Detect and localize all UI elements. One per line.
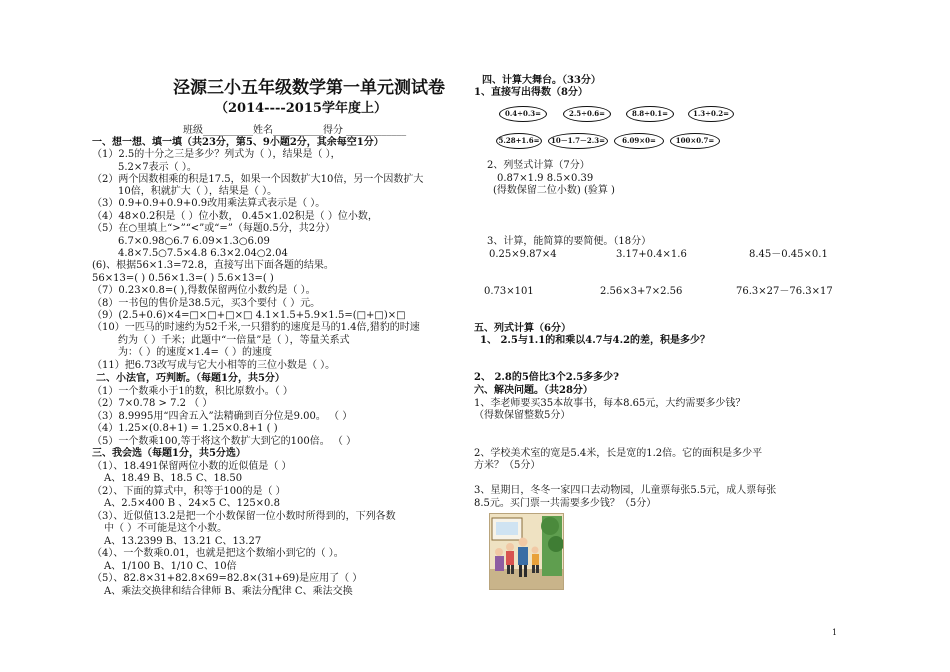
question-line: （5）在○里填上“>”“<”或“=”（每题0.5分，共2分） <box>92 223 336 234</box>
question-line: （11）把6.73改写成与它大小相等的三位小数是（ ）。 <box>92 360 336 371</box>
question-line: （9）(2.5+0.6)×4=□×□+□×□ 4.1×1.5+5.9×1.5=(□+□)×□ <box>92 310 406 321</box>
word-problem: 3、星期日，冬冬一家四口去动物园，儿童票每张5.5元，成人票每张 <box>474 485 777 496</box>
question-line: 为：（ ）的速度×1.4=（ ）的速度 <box>118 347 273 358</box>
school-year: （2014----2015学年度上） <box>215 101 387 116</box>
question-line: （1）一个数乘小于1的数，积比原数小。（ ） <box>92 386 293 397</box>
oral-calc-oval: 8.8÷0.1= <box>626 106 674 122</box>
word-problem: 2、 2.8的5倍比3个2.5多多少? <box>474 372 620 383</box>
calc-problem: 0.25×9.87×4 <box>489 249 557 260</box>
answer-options: A、乘法交换律和结合律师 B、乘法分配律 C、乘法交换 <box>104 586 353 597</box>
question-line: 6.7×0.98○6.7 6.09×1.3○6.09 <box>118 236 270 247</box>
answer-options: A、13.2399 B、13.21 C、13.27 <box>104 536 262 547</box>
calc-problem: 76.3×27－76.3×17 <box>736 286 833 297</box>
question-line: （2）两个因数相乘的积是17.5，如果一个因数扩大10倍，另一个因数扩大 <box>92 174 424 185</box>
subsection-heading: 1、直接写出得数（8分） <box>474 87 588 98</box>
question-line: 中（ ）不可能是这个小数。 <box>104 523 228 534</box>
section-6-heading: 六、解决问题。（共28分） <box>474 385 593 396</box>
question-line: （5）、82.8×31+82.8×69=82.8×(31+69)是应用了（ ） <box>92 573 363 584</box>
subsection-heading: 3、计算，能简算的要简便。（18分） <box>487 236 652 247</box>
section-2-heading: 二、小法官，巧判断。（每题1分，共5分） <box>96 373 285 384</box>
question-line: 56×13=( ) 0.56×1.3=( ) 5.6×13=( ) <box>92 273 274 284</box>
oral-calc-oval: 0.4÷0.3= <box>499 106 547 122</box>
question-line: （1）2.5的十分之三是多少？列式为（ ），结果是（ ）， <box>92 149 341 160</box>
word-problem: 1、李老师要买35本故事书，每本8.65元，大约需要多少钱？ <box>474 398 746 409</box>
oral-calc-oval: 10－1.7－2.3= <box>548 133 608 149</box>
section-5-heading: 五、列式计算（6分） <box>474 323 571 334</box>
page-title: 泾源三小五年级数学第一单元测试卷 <box>173 78 445 98</box>
word-problem: 方米？（5分） <box>474 460 541 471</box>
section-3-heading: 三、我会选（每题1分，共5分选） <box>92 448 246 459</box>
question-line: 4.8×7.5○7.5×4.8 6.3×2.04○2.04 <box>118 248 288 259</box>
question-line: （3）0.9+0.9+0.9+0.9改用乘法算式表示是（ ）。 <box>92 198 326 209</box>
question-line: （1）、18.491保留两位小数的近似值是（ ） <box>92 461 292 472</box>
oral-calc-oval: 100×0.7= <box>670 133 720 149</box>
question-line: 约为（ ）千米；此题中“一倍量”是（ ），等量关系式 <box>118 335 350 346</box>
question-line: (6)、根据56×1.3=72.8，直接写出下面各题的结果。 <box>92 260 334 271</box>
student-info-fields: 班级__________姓名__________得分 ____________ <box>183 125 407 136</box>
page-number: 1 <box>832 628 838 637</box>
answer-options: A、1/100 B、1/10 C、10倍 <box>104 561 237 572</box>
question-line: （3）、近似值13.2是把一个小数保留一位小数时所得到的，下列各数 <box>92 511 396 522</box>
answer-options: A、18.49 B、18.5 C、18.50 <box>104 473 243 484</box>
question-line: （4）48×0.2积是（ ）位小数， 0.45×1.02积是（ ）位小数， <box>92 211 378 222</box>
question-line: （4）1.25×(0.8+1) = 1.25×0.8+1 ( ) <box>92 423 278 434</box>
question-line: （2）、下面的算式中，积等于100的是（ ） <box>92 486 286 497</box>
section-1-heading: 一、想一想、填一填（共23分，第5、9小题2分，其余每空1分） <box>92 137 384 148</box>
calc-problem: 2.56×3+7×2.56 <box>600 286 683 297</box>
subsection-heading: 2、列竖式计算（7分） <box>487 160 590 171</box>
question-line: （8）一书包的售价是38.5元，买3个要付（ ）元。 <box>92 298 321 309</box>
word-problem: （得数保留整数5分） <box>474 410 571 421</box>
question-line: （3）8.9995用“四舍五入”法精确到百分位是9.00。 （ ） <box>92 411 353 422</box>
question-line: （10）一匹马的时速约为52千米,一只猎豹的速度是马的1.4倍,猎豹的时速 <box>92 322 420 333</box>
question-line: （5）一个数乘100,等于将这个数扩大到它的100倍。 （ ） <box>92 436 357 447</box>
calc-problem: 3.17+0.4×1.6 <box>616 249 687 260</box>
question-line: 10倍，积就扩大（ ），结果是（ ）。 <box>118 186 278 197</box>
word-problem: 1、 2.5与1.1的和乘以4.7与4.2的差，积是多少？ <box>480 335 711 346</box>
question-line: （4）、一个数乘0.01，也就是把这个数缩小到它的（ ）。 <box>92 548 344 559</box>
oral-calc-oval: 1.3÷0.2= <box>688 106 734 122</box>
section-4-heading: 四、计算大舞台。（33分） <box>482 75 601 86</box>
word-problem: 2、学校美术室的宽是5.4米，长是宽的1.2倍。它的面积是多少平 <box>474 448 763 459</box>
question-line: （2）7×0.78 > 7.2 （ ） <box>92 398 213 409</box>
zoo-ticket-illustration <box>489 513 564 590</box>
oral-calc-oval: 2.5÷0.6= <box>563 106 611 122</box>
oral-calc-oval: 6.09×0= <box>614 133 664 149</box>
answer-options: A、2.5×400 B 、24×5 C、125×0.8 <box>104 498 280 509</box>
calc-problem: 0.87×1.9 8.5×0.39 <box>497 173 594 184</box>
calc-note: (得数保留二位小数) (验算 ) <box>493 185 615 196</box>
oral-calc-oval: 5.28+1.6= <box>496 133 542 149</box>
word-problem: 8.5元。买门票一共需要多少钱？（5分） <box>474 498 657 509</box>
calc-problem: 0.73×101 <box>484 286 534 297</box>
calc-problem: 8.45－0.45×0.1 <box>749 249 828 260</box>
question-line: （7）0.23×0.8=( ),得数保留两位小数约是（ ）。 <box>92 285 316 296</box>
question-line: 5.2×7表示（ ）。 <box>118 162 197 173</box>
